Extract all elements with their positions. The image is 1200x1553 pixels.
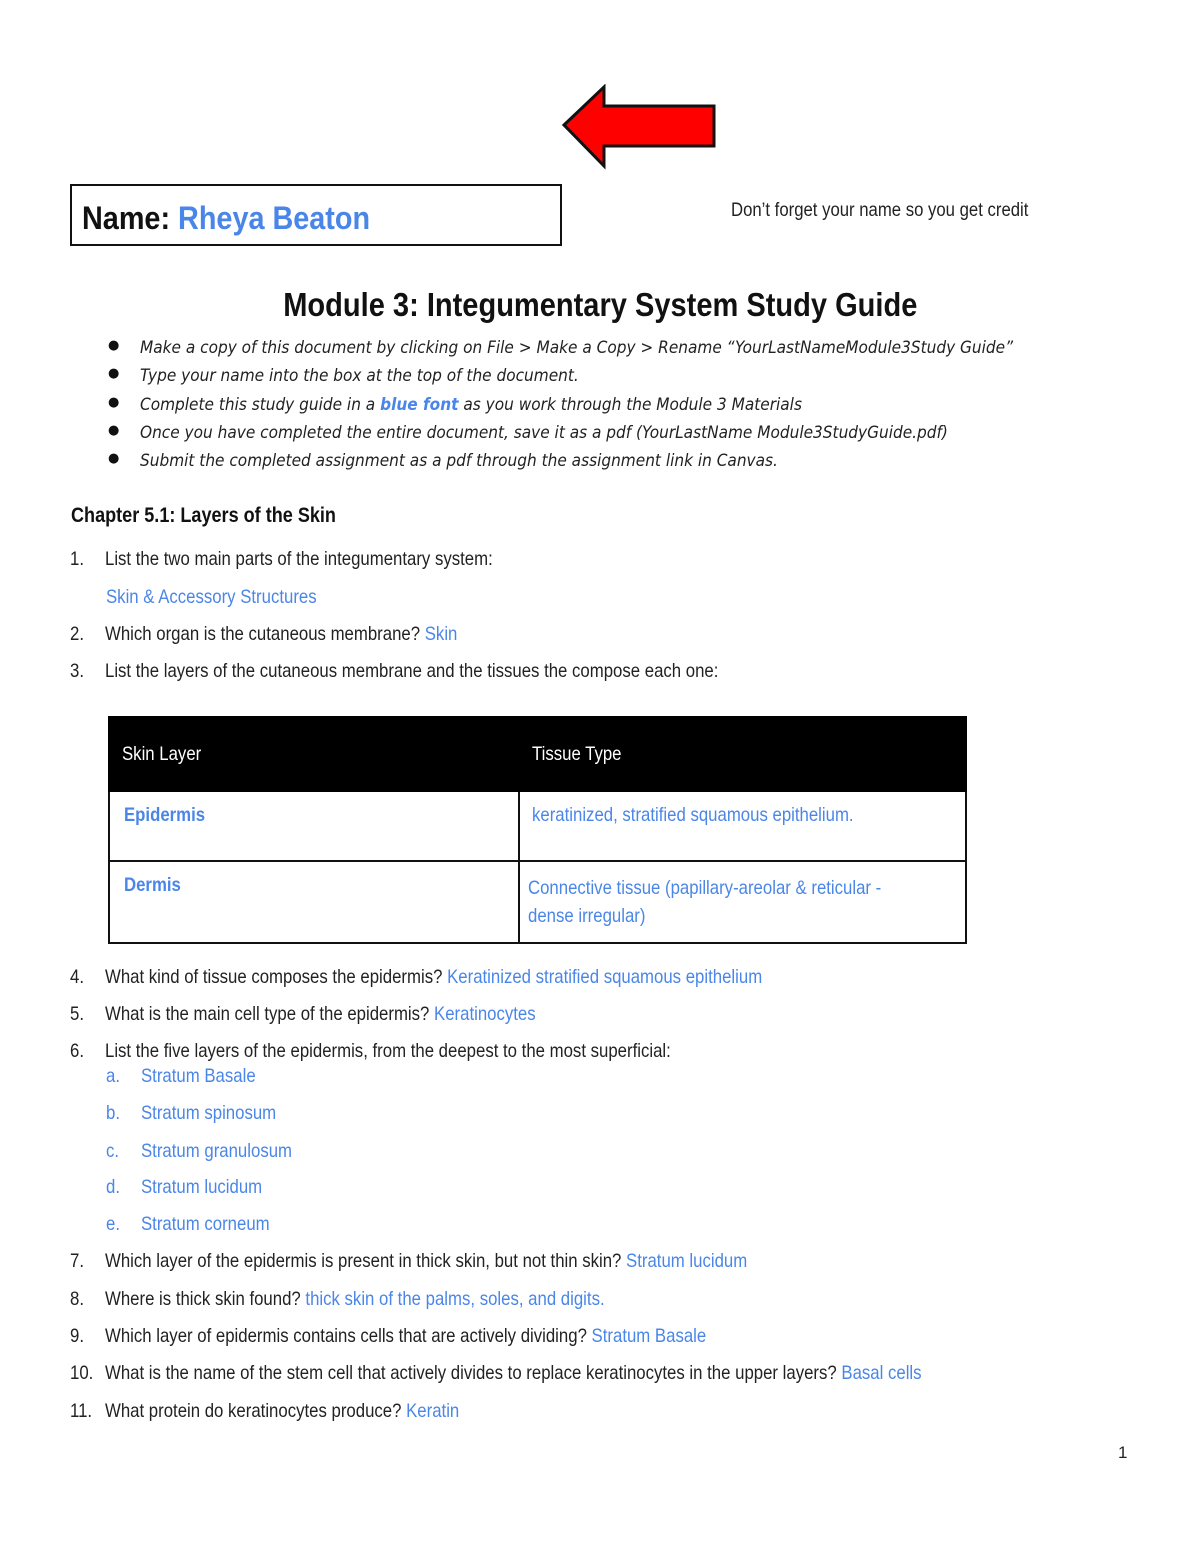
name-value: Rheya Beaton bbox=[178, 200, 371, 236]
answer-4: Keratinized stratified squamous epithelium bbox=[447, 966, 763, 988]
table-header: Tissue Type bbox=[519, 717, 966, 791]
layer-letter: d. bbox=[106, 1176, 120, 1198]
layer-letter: c. bbox=[106, 1140, 120, 1162]
instruction-item: ● Type your name into the box at the top of the document. bbox=[108, 366, 1079, 394]
question-4: What kind of tissue composes the epidermis? Keratinized stratified squamous epithelium bbox=[105, 966, 763, 988]
instruction-item: ● Make a copy of this document by clicking on File > Make a Copy > Rename “YourLastNameModule3Study Guide” bbox=[108, 338, 1079, 366]
question-number: 10. bbox=[70, 1362, 94, 1384]
table-cell-layer: Epidermis bbox=[109, 791, 519, 861]
question-number: 9. bbox=[70, 1325, 84, 1347]
answer-8: thick skin of the palms, soles, and digits. bbox=[305, 1288, 605, 1310]
question-11: What protein do keratinocytes produce? Keratin bbox=[105, 1400, 460, 1422]
answer-2: Skin bbox=[424, 623, 458, 645]
page-number: 1 bbox=[1118, 1443, 1128, 1462]
chapter-heading: Chapter 5.1: Layers of the Skin bbox=[71, 504, 336, 527]
layer-letter: b. bbox=[106, 1102, 120, 1124]
layer-letter: a. bbox=[106, 1065, 120, 1087]
answer-5: Keratinocytes bbox=[434, 1003, 536, 1025]
page-title: Module 3: Integumentary System Study Guide bbox=[282, 286, 918, 323]
layer-letter: e. bbox=[106, 1213, 120, 1235]
instructions-list bbox=[108, 338, 1079, 479]
answer-11: Keratin bbox=[406, 1400, 460, 1422]
question-7: Which layer of the epidermis is present in thick skin, but not thin skin? Stratum lucidum bbox=[105, 1250, 748, 1272]
question-number: 11. bbox=[70, 1400, 93, 1422]
layer-name: Stratum lucidum bbox=[141, 1176, 263, 1198]
layer-name: Stratum granulosum bbox=[141, 1140, 292, 1162]
question-number: 7. bbox=[70, 1250, 84, 1272]
question-number: 4. bbox=[70, 966, 84, 988]
question-5: What is the main cell type of the epidermis? Keratinocytes bbox=[105, 1003, 536, 1025]
instruction-item: ● Submit the completed assignment as a pdf through the assignment link in Canvas. bbox=[108, 451, 1079, 479]
question-3: List the layers of the cutaneous membrane and the tissues the compose each one: bbox=[105, 660, 719, 682]
name-reminder: Don’t forget your name so you get credit bbox=[731, 200, 1029, 221]
table-cell-layer: Dermis bbox=[109, 861, 519, 943]
name-box[interactable] bbox=[70, 184, 562, 246]
layer-name: Stratum corneum bbox=[141, 1213, 270, 1235]
answer-9: Stratum Basale bbox=[591, 1325, 707, 1347]
question-number: 5. bbox=[70, 1003, 84, 1025]
question-number: 2. bbox=[70, 623, 84, 645]
question-10: What is the name of the stem cell that actively divides to replace keratinocytes in the upper layers? Basal cells bbox=[105, 1362, 922, 1384]
layer-name: Stratum Basale bbox=[141, 1065, 256, 1087]
question-number: 8. bbox=[70, 1288, 84, 1310]
answer-7: Stratum lucidum bbox=[626, 1250, 748, 1272]
table-cell-tissue: Connective tissue (papillary-areolar & reticular - dense irregular) bbox=[519, 861, 966, 943]
answer-1: Skin & Accessory Structures bbox=[106, 586, 317, 608]
skin-layer-table bbox=[108, 716, 967, 944]
question-number: 3. bbox=[70, 660, 84, 682]
question-2: Which organ is the cutaneous membrane? Skin bbox=[105, 623, 458, 645]
red-arrow-left-icon bbox=[560, 84, 718, 170]
question-number: 1. bbox=[70, 548, 84, 570]
question-number: 6. bbox=[70, 1040, 84, 1062]
blue-font-emphasis: blue font bbox=[380, 394, 459, 414]
question-8: Where is thick skin found? thick skin of the palms, soles, and digits. bbox=[105, 1288, 605, 1310]
layer-name: Stratum spinosum bbox=[141, 1102, 277, 1124]
table-header: Skin Layer bbox=[109, 717, 519, 791]
instruction-item: ● Complete this study guide in a blue font as you work through the Module 3 Materials bbox=[108, 395, 1079, 423]
question-1: List the two main parts of the integumentary system: bbox=[105, 548, 493, 570]
question-9: Which layer of epidermis contains cells that are actively dividing? Stratum Basale bbox=[105, 1325, 707, 1347]
instruction-item: ● Once you have completed the entire document, save it as a pdf (YourLastName Module3StudyGuide.pdf) bbox=[108, 423, 1079, 451]
answer-10: Basal cells bbox=[841, 1362, 922, 1384]
table-cell-tissue: keratinized, stratified squamous epithelium. bbox=[519, 791, 966, 861]
question-6: List the five layers of the epidermis, from the deepest to the most superficial: bbox=[105, 1040, 671, 1062]
name-label: Name: bbox=[82, 200, 171, 236]
